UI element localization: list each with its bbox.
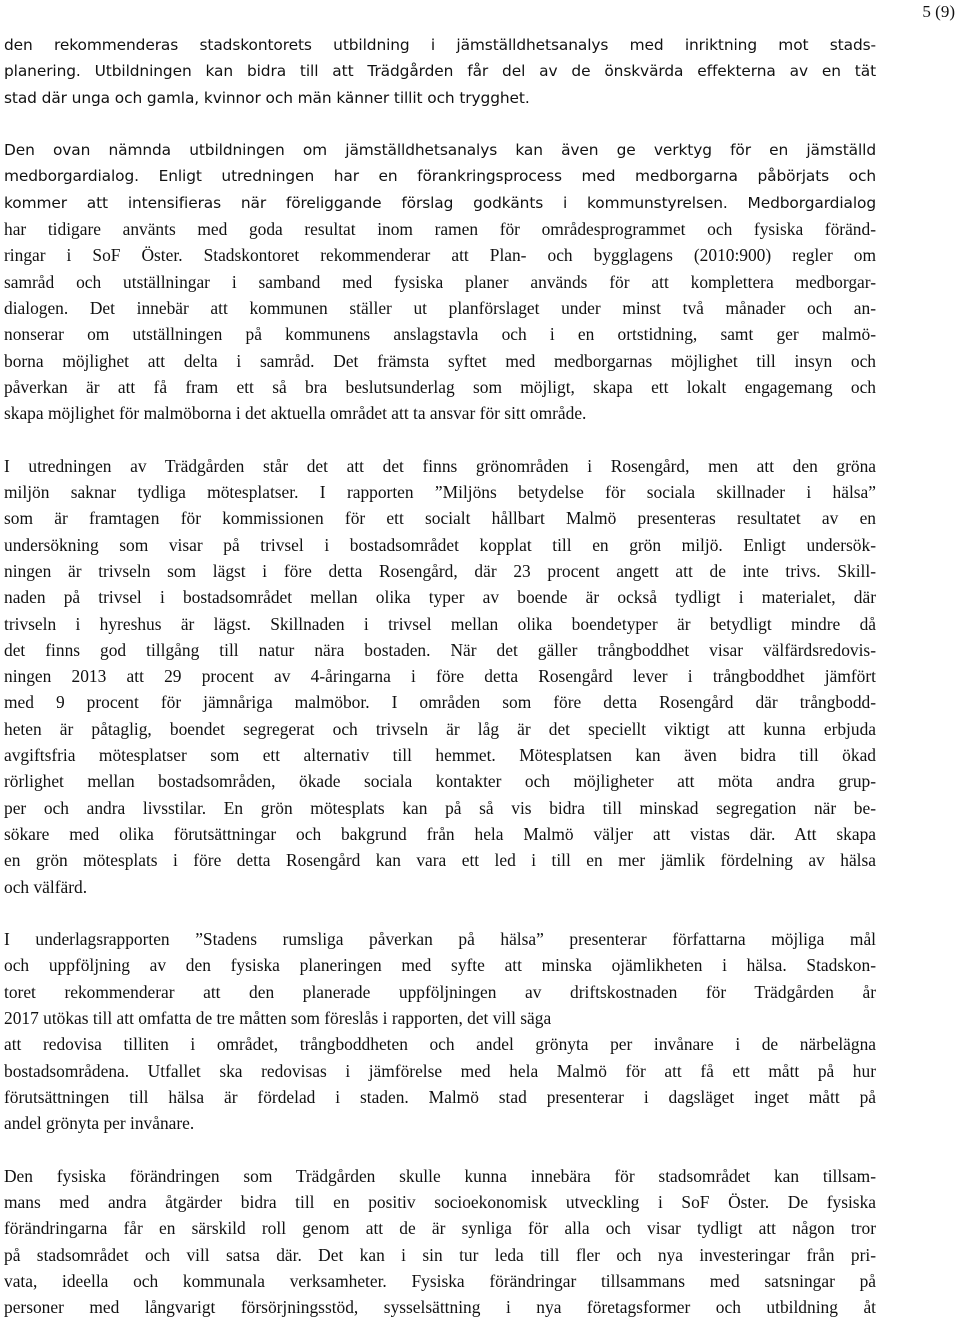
text-line: på stadsområdet och vill satsa där. Det kan i sin tur leda till fler och nya investeringar från pri- [4,1244,876,1265]
text-line: har tidigare använts med goda resultat inom ramen för områdesprogrammet och fysiska föränd- [4,219,876,240]
text-line: planering. Utbildningen kan bidra till att Trädgården får del av de önskvärda effekterna av en tät [4,62,876,81]
text-line: kommer att intensifieras när föreliggande förslag godkänts i kommunstyrelsen. Medborgardialog [4,193,876,212]
text-line: heten är påtaglig, boendet segregerat och trivseln är låg är det speciellt viktigt att kunna erbjuda [4,718,876,739]
text-line: personer med långvarigt försörjningsstöd, sysselsättning i nya företagsformer och utbildning åt [4,1297,876,1318]
text-line: naden på trivsel i bostadsområdet mellan olika typer av boende är också tydligt i materialet, där [4,587,876,608]
text-line: med 9 procent för jämnåriga malmöbor. I områden som före detta Rosengård där trångbodd- [4,692,876,713]
text-line: att redovisa tilliten i området, trångboddheten och andel grönyta per invånare i de närbelägna [4,1034,876,1055]
text-line: 2017 utökas till att omfatta de tre måtten som föreslås i rapporten, det vill säga [4,1007,552,1028]
text-line: förändringarna får en särskild roll genom att de är synliga för alla och visar tydligt att någon tror [4,1218,876,1239]
text-line: skapa möjlighet för malmöborna i det aktuella området att ta ansvar för sitt område. [4,403,587,424]
paragraph-5 [4,1163,876,1321]
text-line: dialogen. Det innebär att kommunen ställer ut planförslaget under minst två månader och an- [4,297,876,318]
text-line: ningen är trivseln som lägst i före detta Rosengård, där 23 procent angett att de inte trivs. Skill- [4,560,876,581]
text-line: Den fysiska förändringen som Trädgården skulle kunna innebära för stadsområdet kan tillsam- [4,1165,876,1186]
paragraph-2 [4,137,876,426]
text-line: rörlighet mellan bostadsområden, ökade sociala kontakter och möjligheter att möta andra grup- [4,771,876,792]
text-line: mans med andra åtgärder bidra till en positiv socioekonomisk utveckling i SoF Öster. De fysiska [4,1192,876,1213]
text-line: borna möjlighet att delta i samråd. Det främsta syftet med medborgarnas möjlighet till insyn och [4,350,876,371]
document-body [4,32,876,1321]
text-line: Den ovan nämnda utbildningen om jämställdhetsanalys kan även ge verktyg för en jämställd [4,141,876,160]
text-line: miljön saknar tydliga mötesplatser. I rapporten ”Miljöns betydelse för sociala skillnader i hälsa” [4,482,876,503]
text-line: och välfärd. [4,876,88,897]
text-line: som är framtagen för kommissionen för ett socialt hållbart Malmö presenteras resultatet av en [4,508,876,529]
text-line: nonserar om utställningen på kommunens anslagstavla och i en ortstidning, samt ger malmö- [4,324,876,345]
text-line: andel grönyta per invånare. [4,1113,195,1134]
text-line: förutsättningen till hälsa är fördelad i staden. Malmö stad presenterar i dagsläget inget mått på [4,1086,876,1107]
text-line: ningen 2013 att 29 procent av 4-åringarna i före detta Rosengård lever i trångboddhet jämfört [4,666,876,687]
text-line: I utredningen av Trädgården står det att det finns grönområden i Rosengård, men att den gröna [4,455,876,476]
text-line: I underlagsrapporten ”Stadens rumsliga påverkan på hälsa” presenterar författarna möjliga mål [4,929,876,950]
text-line: medborgardialog. Enligt utredningen har en förankringsprocess med medborgarna påbörjats och [4,167,876,186]
paragraph-4 [4,926,876,1136]
paragraph-1 [4,32,876,111]
text-line: vata, ideella och kommunala verksamheter. Fysiska förändringar tillsammans med satsningar på [4,1270,876,1291]
text-line: avgiftsfria mötesplatser som ett alternativ till hemmet. Mötesplatsen kan även bidra till ökad [4,745,876,766]
text-line: trivseln i hyreshus är lägst. Skillnaden i trivsel mellan olika boendetyper är betydligt mindre då [4,613,876,634]
text-line: ringar i SoF Öster. Stadskontoret rekommenderar att Plan- och bygglagens (2010:900) regler om [4,245,876,266]
text-line: påverkan är att få fram ett så bra beslutsunderlag som möjligt, skapa ett lokalt engagemang och [4,376,876,397]
text-line: stad där unga och gamla, kvinnor och män känner tillit och trygghet. [4,88,530,107]
text-line: toret rekommenderar att den planerade uppföljningen av driftskostnaden för Trädgården år [4,981,876,1002]
paragraph-3 [4,453,876,900]
text-line: sökare med olika förutsättningar och bakgrund från hela Malmö väljer att vistas där. Att skapa [4,823,876,844]
text-line: en grön mötesplats i före detta Rosengård kan vara ett led i till en mer jämlik fördelning av hälsa [4,850,876,871]
text-line: bostadsområdena. Utfallet ska redovisas i jämförelse med hela Malmö för att få ett mått på hur [4,1060,876,1081]
text-line: undersökning som visar på trivsel i bostadsområdet kopplat till en grön miljö. Enligt undersök- [4,534,876,555]
page-number: 5 (9) [922,2,955,21]
text-line: den rekommenderas stadskontorets utbildning i jämställdhetsanalys med inriktning mot stads- [4,36,876,54]
text-line: samråd och utställningar i samband med fysiska planer används för att komplettera medborgar- [4,271,876,292]
text-line: per och andra livsstilar. En grön mötesplats kan på så vis bidra till minskad segregation när be- [4,797,876,818]
text-line: och uppföljning av den fysiska planeringen med syfte att minska ojämlikheten i hälsa. Stadskon- [4,955,876,976]
text-line: det finns god tillgång till natur nära bostaden. När det gäller trångboddhet visar välfärdsredovis- [4,639,876,660]
